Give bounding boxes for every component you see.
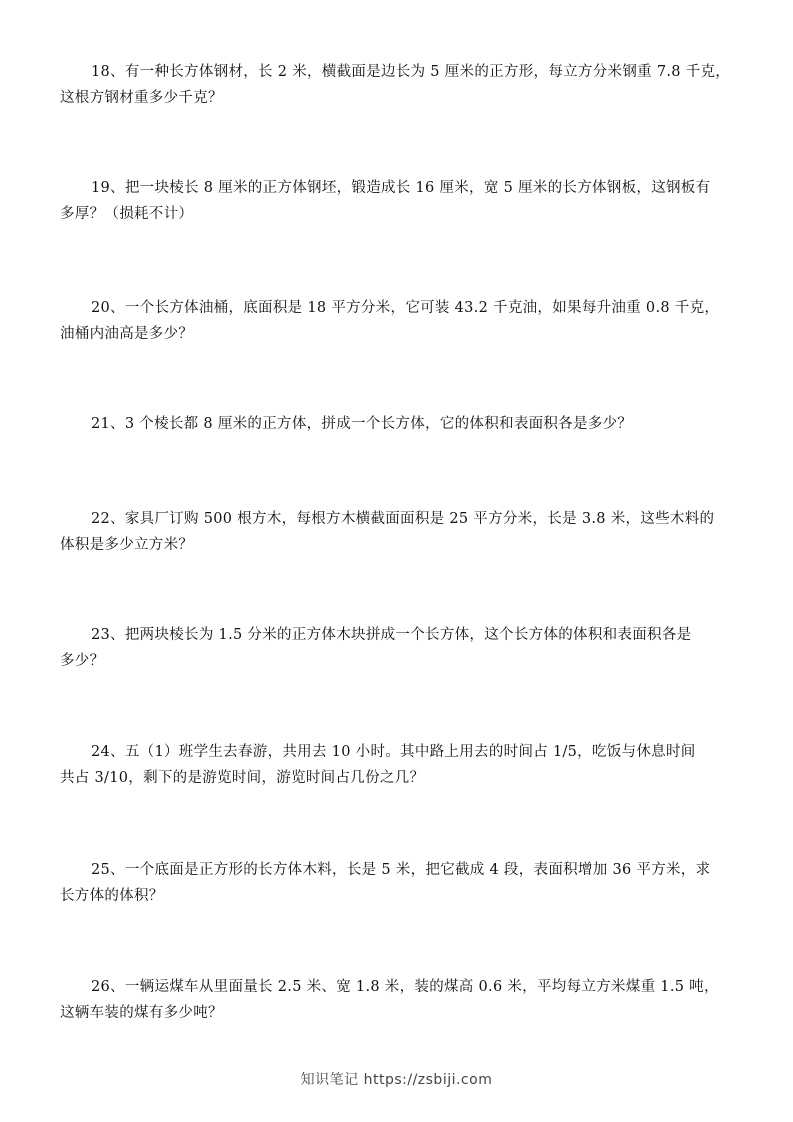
problem-25 [60, 857, 736, 909]
problem-text-line: 24、五（1）班学生去春游，共用去 10 小时。其中路上用去的时间占 1/5，吃饭与休息时间 [91, 744, 696, 760]
problem-26 [60, 974, 736, 1026]
problem-text-line: 多少？ [60, 653, 105, 669]
problem-text-line: 19、把一块棱长 8 厘米的正方体钢坯，锻造成长 16 厘米，宽 5 厘米的长方体钢板，这钢板有 [91, 180, 711, 196]
problem-text-line: 23、把两块棱长为 1.5 分米的正方体木块拼成一个长方体，这个长方体的体积和表面积各是 [91, 627, 692, 643]
problem-text-line: 体积是多少立方米？ [60, 537, 194, 553]
problem-text-line: 共占 3/10，剩下的是游览时间，游览时间占几份之几？ [60, 770, 425, 786]
problem-21 [60, 411, 736, 437]
problem-text-line: 20、一个长方体油桶，底面积是 18 平方分米，它可装 43.2 千克油，如果每升油重 0.8 千克， [91, 300, 720, 316]
problem-text-line: 26、一辆运煤车从里面量长 2.5 米、宽 1.8 米，装的煤高 0.6 米，平均每立方米煤重 1.5 吨， [91, 979, 719, 995]
footer-watermark: 知识笔记 https://zsbiji.com [300, 1072, 493, 1088]
problem-22 [60, 506, 736, 558]
problem-text-line: 22、家具厂订购 500 根方木，每根方木横截面面积是 25 平方分米，长是 3.8 米，这些木料的 [91, 511, 715, 527]
problem-text-line: 油桶内油高是多少？ [60, 326, 194, 342]
problem-24 [60, 739, 736, 791]
problem-19 [60, 175, 736, 227]
problem-text-line: 21、3 个棱长都 8 厘米的正方体，拼成一个长方体，它的体积和表面积各是多少？ [91, 416, 633, 432]
problem-20 [60, 295, 736, 347]
problem-text-line: 这根方钢材重多少千克？ [60, 90, 223, 106]
problem-text-line: 多厚？（损耗不计） [60, 206, 194, 222]
problem-text-line: 25、一个底面是正方形的长方体木料，长是 5 米，把它截成 4 段，表面积增加 36 平方米，求 [91, 862, 711, 878]
problem-text-line: 18、有一种长方体钢材，长 2 米，横截面是边长为 5 厘米的正方形，每立方分米钢重 7.8 千克， [91, 64, 731, 80]
problem-18 [60, 59, 736, 111]
problem-text-line: 长方体的体积？ [60, 888, 164, 904]
problem-text-line: 这辆车装的煤有多少吨？ [60, 1005, 223, 1021]
problem-23 [60, 622, 736, 674]
